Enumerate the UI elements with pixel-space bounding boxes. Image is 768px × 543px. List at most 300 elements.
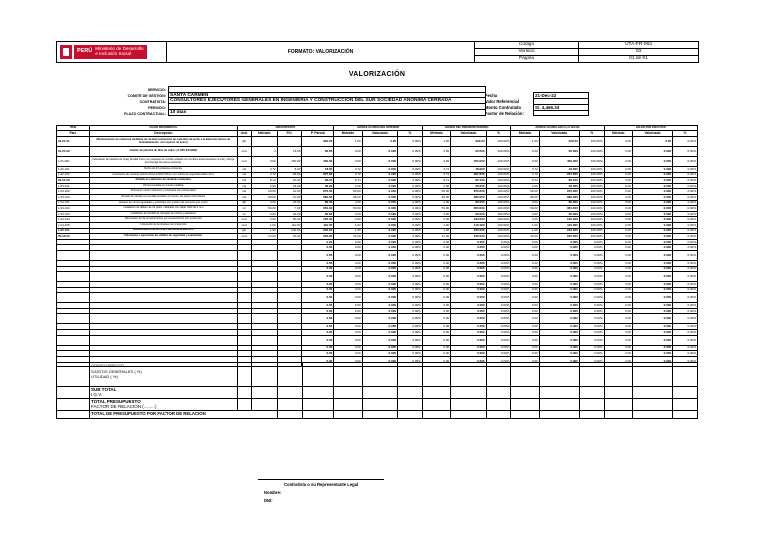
value-cell: 680.000 [451,194,486,200]
value-cell: 0.00% [486,239,511,245]
value-cell: 0.000 [451,250,486,260]
value-cell: 10.00 [277,194,302,200]
value-cell: und [237,217,251,223]
value-cell: 0.00 [302,330,334,336]
value-cell: 4 [251,147,277,157]
page-title: VALORIZACIÓN [348,71,406,78]
value-cell: 0.00 [422,335,450,345]
value-cell: 3.00 [511,211,539,217]
value-cell: 0.00 [334,356,362,366]
value-cell: 0.00 [334,272,362,282]
value-cell: und [237,147,251,157]
value-cell: 0.00 [604,287,632,293]
description-cell: Instalación de tendido de desagüe de cocina y lavaderos [90,211,238,217]
value-cell: 20.00 [277,200,302,206]
value-cell: m2 [237,194,251,200]
value-cell: 680.00 [302,194,334,200]
value-cell: 20.00 [277,211,302,217]
value-cell [277,293,302,303]
value-cell: 0.00% [398,250,423,260]
value-cell: 80.000 [539,200,579,206]
value-cell: 0.00% [579,260,604,266]
value-cell: 870.000 [539,189,579,195]
value-cell: 0.00 [604,314,632,324]
part-cell: 1.04.102 [57,206,90,212]
value-cell: 0.00 [334,250,362,260]
value-cell: 5.00 [277,167,302,173]
value-cell: 0.00% [673,250,698,260]
value-cell: 0.00% [486,356,511,366]
value-cell: 0.00% [673,211,698,217]
codigo-label: Código [475,42,579,49]
part-cell: 1.03.103 [57,194,90,200]
value-cell: 60.000 [451,211,486,217]
sub-total-label: SUB TOTAL [91,387,117,392]
value-cell: 320.00 [451,137,486,147]
value-cell: 0.00 [511,239,539,245]
value-cell: 0.00% [673,172,698,178]
value-cell: 0.000 [539,345,579,351]
value-cell: 100.00% [579,178,604,184]
value-cell: 0.000 [539,314,579,324]
value-cell: 50.00 [511,206,539,212]
value-cell [277,272,302,282]
part-cell: 1.04.103 [57,211,90,217]
value-cell: 1.00 [422,228,450,234]
value-cell: 60.00 [511,189,539,195]
value-cell: 0.00 [334,314,362,324]
value-cell: 0.00% [673,303,698,309]
value-cell: 100.00% [486,167,511,173]
value-cell [57,314,90,324]
value-cell: 0.000 [451,239,486,245]
value-cell: 240.000 [539,234,579,240]
value-cell: 0.00% [486,324,511,330]
value-cell: 0.00 [334,335,362,345]
value-cell: glb [237,228,251,234]
value-cell: 0.000 [362,250,397,260]
value-cell: 0.000 [632,351,672,357]
value-cell: 0.00% [579,266,604,272]
igv-label: I.G.V. [91,392,103,398]
value-cell: 0.00% [398,260,423,266]
value-cell: 680.000 [539,194,579,200]
value-cell: 110.000 [451,222,486,228]
value-cell: 0.00% [673,167,698,173]
value-cell: 0.00 [604,260,632,266]
value-cell: 3.00 [422,211,450,217]
value-cell: 1.00 [251,222,277,228]
value-cell: 100.00% [579,206,604,212]
value-cell: 0.000 [362,167,397,173]
info-block [56,86,486,116]
costo-directo-label: COSTO DIRECTO [91,363,125,368]
value-cell: 60.000 [451,147,486,157]
value-cell: 0.00% [486,272,511,282]
value-cell: 0.00 [604,245,632,251]
value-cell: 0.000 [362,239,397,245]
value-cell: 1.00 [422,222,450,228]
value-cell: 0.00% [673,272,698,282]
description-cell: Mantenimiento de cobertura mediante de recubrir (extracción de cobertura de techo a la altura del mismo de inmediatamente, con espesor de acero) [90,137,238,147]
value-cell: 0.00 [302,260,334,266]
value-cell: 0.00 [511,287,539,293]
value-cell [237,250,251,260]
value-cell: 0.00 [334,239,362,245]
value-cell: 0.00% [486,287,511,293]
column-header: % [673,131,698,137]
value-cell: 0.00 [604,222,632,228]
factor-relacion-bottom-label: FACTOR DE RELACION (.........) [91,404,157,410]
column-header: Valorizado [451,131,486,137]
value-cell: 0.000 [539,250,579,260]
logo [57,42,167,63]
description-cell: Resane de muros agrietados y enlucidos con mortero de cemento (por zona) [90,200,238,206]
value-cell: 82.100 [451,178,486,184]
value-cell: 0.00% [673,157,698,167]
description-cell: Colocación de ventana sistema Nova 0.50x0.30mm con vidrios de seguridad doble 4mm [90,172,238,178]
value-cell: 0.000 [362,222,397,228]
logo-ministry-line2: e Inclusión Social [95,51,132,56]
sh-valor: VALOR REFERENCIAL [90,126,238,131]
plazo-value: 10 días [168,110,486,116]
value-cell: 0.00 [302,282,334,288]
value-cell: 100.00% [579,222,604,228]
value-cell: 0.00 [511,260,539,266]
part-cell: 01.01.01 [57,137,90,147]
value-cell: 0.00% [398,324,423,330]
value-cell: 0.00% [673,324,698,330]
value-cell: 0.000 [451,287,486,293]
value-cell: 0.00 [422,250,450,260]
value-cell: 0.00 [604,356,632,366]
value-cell: 18.00 [277,183,302,189]
value-cell: 0.00% [486,266,511,272]
value-cell: 0.000 [451,314,486,324]
value-cell: 0.00% [398,206,423,212]
contratista-value: CONSULTORES EJECUTORES GENERALES EN INGENIERIA Y CONSTRUCCION DEL SUR SOCIEDAD ANONIMA CERRADA [168,98,486,104]
value-cell: 0.00% [673,245,698,251]
value-cell: 0.00 [511,308,539,314]
value-cell: 0.00% [398,330,423,336]
value-cell: 36.00 [302,183,334,189]
value-cell: 100.00% [579,172,604,178]
value-cell: 0.00 [511,345,539,351]
value-cell: 0.000 [539,272,579,282]
part-cell: 1.02.101 [57,167,90,173]
value-cell: 0.00% [579,351,604,357]
value-cell: 0.00 [604,293,632,303]
value-cell: 0.00% [398,189,423,195]
value-cell [90,250,238,260]
value-cell: 0.000 [632,167,672,173]
value-cell: 0.000 [362,194,397,200]
value-cell: 0.000 [539,335,579,345]
value-cell: 0.000 [632,200,672,206]
value-cell: 0.00% [673,217,698,223]
value-cell: glb [237,200,251,206]
value-cell: 82.10 [302,178,334,184]
value-cell [251,314,277,324]
value-cell: 0.00 [511,245,539,251]
value-cell: 0.00 [511,303,539,309]
value-cell [251,272,277,282]
value-cell: 0.00 [422,272,450,282]
value-cell: 1.00 [422,137,450,147]
total-presupuesto-label: TOTAL PRESUPUESTO [91,398,141,404]
value-cell: 0.00 [302,356,334,366]
column-header: Valorizado [362,131,397,137]
value-cell: 0.00% [673,330,698,336]
part-cell: 1.03.102 [57,189,90,195]
gastos-generales-label: GASTOS GENERALES ( %) [91,368,142,374]
value-cell: 0.00% [673,194,698,200]
value-cell: 0.00% [486,303,511,309]
value-cell: 0.000 [632,308,672,314]
value-cell: 0.00 [604,228,632,234]
value-cell: 0.000 [362,282,397,288]
value-cell: 0.00% [579,250,604,260]
value-cell: 36.000 [451,183,486,189]
sh-anterior: AVANCE ACUMULADO ANTERIOR [334,126,423,131]
sh-saldo: SALDO POR EJECUTAR [604,126,697,131]
value-cell: 0.00% [673,228,698,234]
part-cell: 02.01.02 [57,178,90,184]
value-cell: 12.00 [251,234,277,240]
value-cell: 0.00 [334,266,362,272]
contratista-label: CONTRATISTA: [139,100,166,104]
value-cell: 350.000 [451,206,486,212]
value-cell: 100.00% [486,234,511,240]
monto-contratado-label: Monto Contratado [485,104,522,110]
description-cell: Retiro de 10 ventanas existentes [90,167,238,173]
value-cell: 0.000 [632,206,672,212]
value-cell: 80.000 [451,200,486,206]
value-cell: 0.000 [451,282,486,288]
value-cell: 297.60 [302,172,334,178]
table-row [57,147,698,157]
value-cell: 2.00 [422,183,450,189]
value-cell: 0.00% [673,200,698,206]
value-cell: 100.00% [579,137,604,147]
column-header: Part. [57,131,90,137]
value-cell: 0.00% [398,282,423,288]
value-cell: 0.00% [673,189,698,195]
value-cell: 0.000 [539,282,579,288]
value-cell: 0.00% [486,345,511,351]
value-cell: 0.00% [398,211,423,217]
value-cell: 80.00 [302,200,334,206]
sh-acumulado: AVANCE ACUMULADO A LA FECHA [511,126,604,131]
value-cell: 450.000 [451,157,486,167]
value-cell: 0.00 [334,351,362,357]
value-cell: 0.00 [604,324,632,330]
value-cell: 0.00 [422,260,450,266]
value-cell: 60.00 [277,217,302,223]
value-cell: 0.00% [486,282,511,288]
value-cell: 0.00% [486,308,511,314]
value-cell: 0.00% [398,303,423,309]
value-cell: 100.00% [486,137,511,147]
valuation-table [56,125,698,367]
value-cell: 2.00 [334,217,362,223]
sh-item: ITEM [57,126,90,131]
value-cell: 100.00% [579,217,604,223]
value-cell: 3.00 [251,157,277,167]
value-cell: 0.000 [539,324,579,330]
value-cell: 0.000 [362,217,397,223]
logo-banner [74,45,147,59]
value-cell: 0.00% [486,293,511,303]
pagina-label: Página [475,56,579,63]
value-cell: 240.000 [451,234,486,240]
value-cell: 0.000 [362,260,397,266]
value-cell: 0.000 [632,287,672,293]
value-cell [277,250,302,260]
value-cell [251,293,277,303]
value-cell: 0.00% [579,282,604,288]
part-cell: 1.02.102 [57,172,90,178]
value-cell: 0.000 [362,287,397,293]
value-cell: 0.000 [362,356,397,366]
value-cell: 1.00 [511,228,539,234]
value-cell: 0.00 [302,293,334,303]
value-cell: 0.000 [539,293,579,303]
value-cell [251,250,277,260]
value-cell: 0.00 [334,282,362,288]
value-cell: 0.00% [579,239,604,245]
value-cell: 12.00 [422,234,450,240]
value-cell: 870.000 [451,189,486,195]
value-cell: 100.00% [579,194,604,200]
part-cell: 1.01.001 [57,157,90,167]
value-cell: 100.00% [486,200,511,206]
value-cell: m2 [237,172,251,178]
value-cell: 0.000 [539,239,579,245]
value-cell: 100.00% [486,157,511,167]
value-cell: 0.00 [511,351,539,357]
column-header: % [579,131,604,137]
formato-label: FORMATO: VALORIZACIÓN [167,42,475,63]
value-cell: 2.00 [422,217,450,223]
value-cell: 15.00 [277,147,302,157]
value-cell: 0.00 [334,303,362,309]
value-cell: 60.00 [302,147,334,157]
value-cell: 0.00% [486,314,511,324]
value-cell: 0.000 [632,222,672,228]
value-cell: 0.00 [511,250,539,260]
value-cell: 8.14 [251,178,277,184]
value-cell: 0.00% [673,147,698,157]
part-cell: 1.04.101 [57,200,90,206]
value-cell: 0.00 [302,287,334,293]
value-cell: 0.00 [422,356,450,366]
value-cell: 100.00% [486,222,511,228]
value-cell: 0.00 [511,330,539,336]
value-cell: 0.000 [362,211,397,217]
value-cell: 10.00 [277,178,302,184]
value-cell: 0.00% [486,245,511,251]
sh-presente: AVANCE DEL PRESENTE PERIODO [422,126,511,131]
value-cell: 0.00 [302,308,334,314]
description-cell: Colocación de luminarias con protección [90,222,238,228]
value-cell [57,272,90,282]
value-cell: 150.00 [277,157,302,167]
value-cell: 0.00 [334,293,362,303]
value-cell: 0.00% [398,314,423,324]
value-cell: 0.00% [579,308,604,314]
value-cell: 7.00 [277,206,302,212]
value-cell: 0.00% [486,335,511,345]
value-cell: 0.000 [632,282,672,288]
value-cell: 297.600 [451,172,486,178]
value-cell: 0.00 [604,178,632,184]
value-cell: 0.00 [422,330,450,336]
value-cell: 68.00 [251,194,277,200]
value-cell [90,335,238,345]
version-label: Versión [475,49,579,56]
value-cell: 0.00 [422,303,450,309]
value-cell: 120.00 [302,217,334,223]
coat-of-arms-icon [60,45,72,59]
value-cell: und [237,157,251,167]
value-cell: 0.00% [579,345,604,351]
value-cell: 0.000 [362,206,397,212]
part-cell: 1.05.101 [57,228,90,234]
value-cell: 0.000 [362,157,397,167]
value-cell: 320.00 [539,137,579,147]
pagina-value: 01 de 01 [579,56,699,63]
value-cell: 120.000 [539,217,579,223]
summary-table [56,362,698,419]
value-cell: 2.00 [511,217,539,223]
value-cell: 0.00 [604,250,632,260]
value-cell: 0.00 [362,137,397,147]
value-cell: 0.000 [539,308,579,314]
value-cell: 0.000 [632,293,672,303]
value-cell: 0.00% [579,272,604,282]
value-cell: 0.00 [422,345,450,351]
value-cell: 50.00 [251,206,277,212]
value-cell: 0.000 [632,183,672,189]
value-cell: 3.72 [334,167,362,173]
value-cell: 0.000 [451,260,486,266]
value-cell: 0.00% [579,293,604,303]
value-cell: 0.00% [579,324,604,330]
value-cell: 3.72 [422,167,450,173]
value-cell: 0.00 [334,330,362,336]
value-cell: m2 [237,178,251,184]
value-cell: 0.00 [422,314,450,324]
value-cell: 0.000 [539,287,579,293]
value-cell: 0.00 [604,239,632,245]
value-cell: 100.00% [579,211,604,217]
part-cell: 1.03.101 [57,183,90,189]
value-cell: 0.000 [539,303,579,309]
version-value: 03 [579,49,699,56]
value-cell: und [237,234,251,240]
value-cell: 18.600 [539,167,579,173]
value-cell: 0.00% [398,335,423,345]
value-cell: 0.00 [334,147,362,157]
value-cell: 0.00 [604,282,632,288]
value-cell: 0.000 [451,308,486,314]
value-cell: 0.000 [362,234,397,240]
value-cell: 0.00% [398,167,423,173]
value-cell: 0.00% [486,250,511,260]
value-cell: 0.000 [362,266,397,272]
value-cell: 60.00 [422,189,450,195]
